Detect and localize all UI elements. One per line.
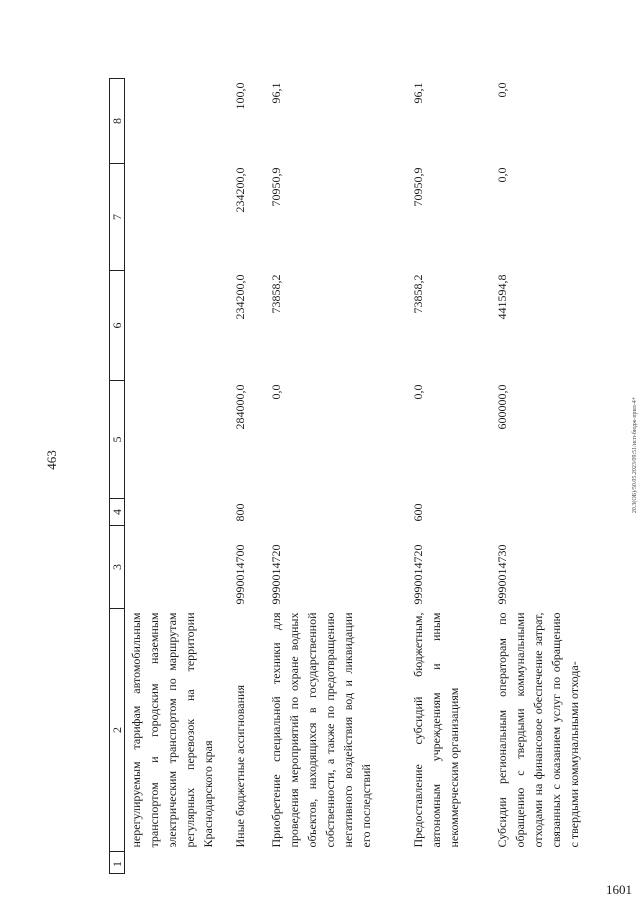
value-col-5: 284000,0 [232, 384, 247, 429]
header-row [109, 78, 124, 873]
budget-code: 9990014720 [410, 544, 425, 604]
row-description: нерегулируемым тарифам автомобильным транспортом и городским наземным электрическим транспортом по маршрутам регулярных перевозок на территории Краснодарского края [128, 612, 215, 847]
table-row [124, 78, 229, 873]
column-header-7: 7 [109, 163, 124, 270]
column-header-3: 3 [109, 525, 124, 608]
empty-cell [265, 851, 407, 873]
value-col-8: 0,0 [494, 82, 509, 97]
value-col-6: 73858,2 [268, 274, 283, 313]
sheet-stamp-number: 1601 [606, 882, 632, 897]
value-col-7: 234200,0 [232, 167, 247, 212]
table-row [407, 78, 491, 873]
budget-code: 9990014720 [268, 544, 283, 604]
column-header-6: 6 [109, 270, 124, 380]
rotated-table-frame [109, 79, 581, 874]
value-col-8 [124, 78, 229, 163]
empty-cell [407, 851, 491, 873]
table-row [229, 78, 265, 873]
document-side-code: 20.3(ОБ)/50.05.2023/09:51/исп-бюдж-прил-4+ [632, 396, 638, 514]
value-col-6: 441594,8 [494, 274, 509, 319]
expense-type [491, 498, 594, 525]
table-row [491, 78, 594, 873]
value-col-5 [124, 380, 229, 498]
budget-code [124, 525, 229, 608]
budget-code: 9990014730 [494, 544, 509, 604]
value-col-5: 600000,0 [494, 384, 509, 429]
value-col-7: 70950,9 [268, 167, 283, 206]
page-number: 463 [44, 450, 59, 470]
empty-cell [491, 851, 594, 873]
value-col-7: 0,0 [494, 167, 509, 182]
value-col-7 [124, 163, 229, 270]
column-header-2: 2 [109, 608, 124, 851]
value-col-7: 70950,9 [410, 167, 425, 206]
value-col-5: 0,0 [410, 384, 425, 399]
budget-table [109, 78, 594, 874]
value-col-5: 0,0 [268, 384, 283, 399]
column-header-1: 1 [109, 851, 124, 873]
value-col-6: 234200,0 [232, 274, 247, 319]
expense-type: 800 [232, 503, 247, 521]
column-header-8: 8 [109, 78, 124, 163]
expense-type [265, 498, 407, 525]
empty-cell [124, 851, 229, 873]
value-col-8: 100,0 [232, 82, 247, 109]
row-description: Приобретение специальной техники для проведения мероприятий по охране водных объектов, находящихся в государственной собственности, а также по предотвращению негативного воздействия вод и ликвидации его последствий [268, 612, 373, 847]
row-description: Субсидии региональным операторам по обращению с твердыми коммунальными отходами на финансовое обеспечение затрат, связанных с оказанием услуг по обращению с твердыми коммунальными отхода- [494, 612, 581, 847]
empty-cell [229, 851, 265, 873]
value-col-6: 73858,2 [410, 274, 425, 313]
row-description: Предоставление субсидий бюджетным, автономным учреждениям и иным некоммерческим организациям [410, 612, 461, 847]
expense-type: 600 [410, 503, 425, 521]
expense-type [124, 498, 229, 525]
value-col-8: 96,1 [268, 82, 283, 103]
table-row [265, 78, 407, 873]
budget-code: 9990014700 [232, 544, 247, 604]
row-description: Иные бюджетные ассигнования [232, 684, 247, 847]
column-header-4: 4 [109, 498, 124, 525]
column-header-5: 5 [109, 380, 124, 498]
value-col-8: 96,1 [410, 82, 425, 103]
value-col-6 [124, 270, 229, 380]
